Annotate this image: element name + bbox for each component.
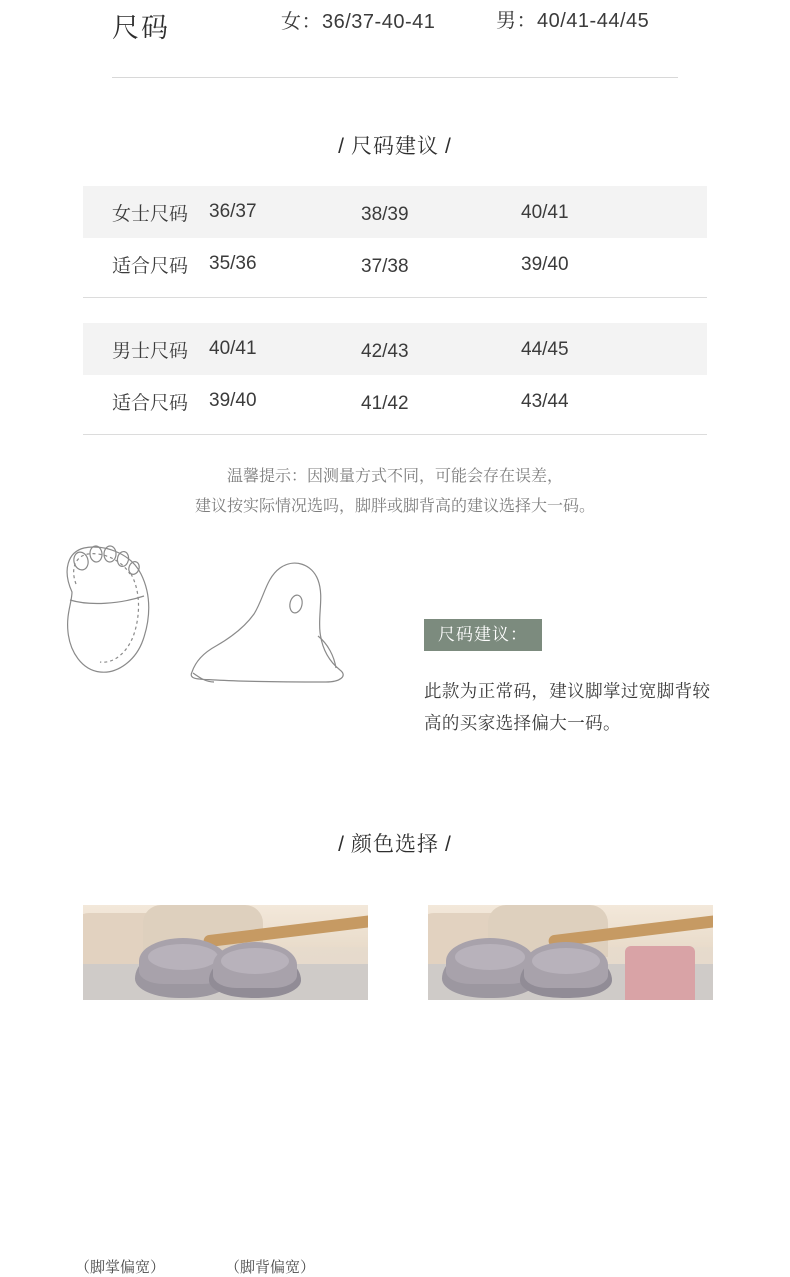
table-row — [83, 186, 707, 238]
sole-top-view-icon — [67, 545, 149, 672]
photo-scene — [83, 905, 368, 1000]
advice-badge: 尺码建议： — [424, 619, 542, 651]
slash-right: / — [445, 135, 452, 158]
cell-size-2: 42/43 — [361, 341, 409, 362]
header-women-sizes: 女：36/37-40-41 — [281, 11, 436, 33]
cell-size-3: 40/41 — [521, 202, 569, 223]
instep-caption: （脚背偏宽） — [224, 1259, 315, 1276]
slash-left: / — [338, 833, 345, 856]
row-label: 适合尺码 — [112, 255, 189, 277]
men-size-table — [83, 323, 707, 427]
slipper — [209, 954, 301, 998]
slipper-fur — [213, 942, 298, 988]
cell-size-1: 40/41 — [209, 338, 257, 359]
color-section-title-text: 颜色选择 — [351, 833, 439, 856]
table-row — [83, 238, 707, 290]
color-section-title — [0, 828, 790, 858]
sizing-section-title-text: 尺码建议 — [351, 135, 439, 158]
header-divider — [112, 77, 678, 78]
color-photo-right[interactable] — [428, 905, 713, 1000]
cell-fit-2: 37/38 — [361, 256, 409, 277]
row-label: 适合尺码 — [112, 392, 189, 414]
cell-fit-2: 41/42 — [361, 393, 409, 414]
size-tips — [0, 462, 790, 522]
cell-size-1: 36/37 — [209, 201, 257, 222]
row-label: 男士尺码 — [112, 340, 189, 362]
cell-fit-3: 39/40 — [521, 254, 569, 275]
table-row — [83, 375, 707, 427]
table-divider-middle — [83, 297, 707, 298]
pink-object — [625, 946, 695, 1000]
cell-fit-1: 35/36 — [209, 253, 257, 274]
women-size-table — [83, 186, 707, 290]
cell-size-2: 38/39 — [361, 204, 409, 225]
slash-right: / — [445, 833, 452, 856]
color-photo-left[interactable] — [83, 905, 368, 1000]
page-header — [0, 0, 790, 62]
cell-fit-1: 39/40 — [209, 390, 257, 411]
size-tips-line1: 温馨提示：因测量方式不同，可能会存在误差， — [226, 468, 563, 485]
sizing-section-title — [0, 130, 790, 160]
photo-scene — [428, 905, 713, 1000]
row-label: 女士尺码 — [112, 203, 189, 225]
cell-size-3: 44/45 — [521, 339, 569, 360]
page-title: 尺码 — [112, 13, 170, 43]
slipper — [520, 954, 612, 998]
header-men-sizes: 男：40/41-44/45 — [496, 10, 650, 32]
slash-left: / — [338, 135, 345, 158]
instep-side-view-icon — [191, 563, 343, 682]
slipper-fur — [524, 942, 609, 988]
size-tips-line2: 建议按实际情况选吗，脚胖或脚背高的建议选择大一码。 — [194, 498, 595, 515]
sole-caption: （脚掌偏宽） — [74, 1259, 165, 1276]
table-row — [83, 323, 707, 375]
cell-fit-3: 43/44 — [521, 391, 569, 412]
advice-text: 此款为正常码，建议脚掌过宽脚背较高的买家选择偏大一码。 — [424, 681, 711, 733]
table-divider-bottom — [83, 434, 707, 435]
